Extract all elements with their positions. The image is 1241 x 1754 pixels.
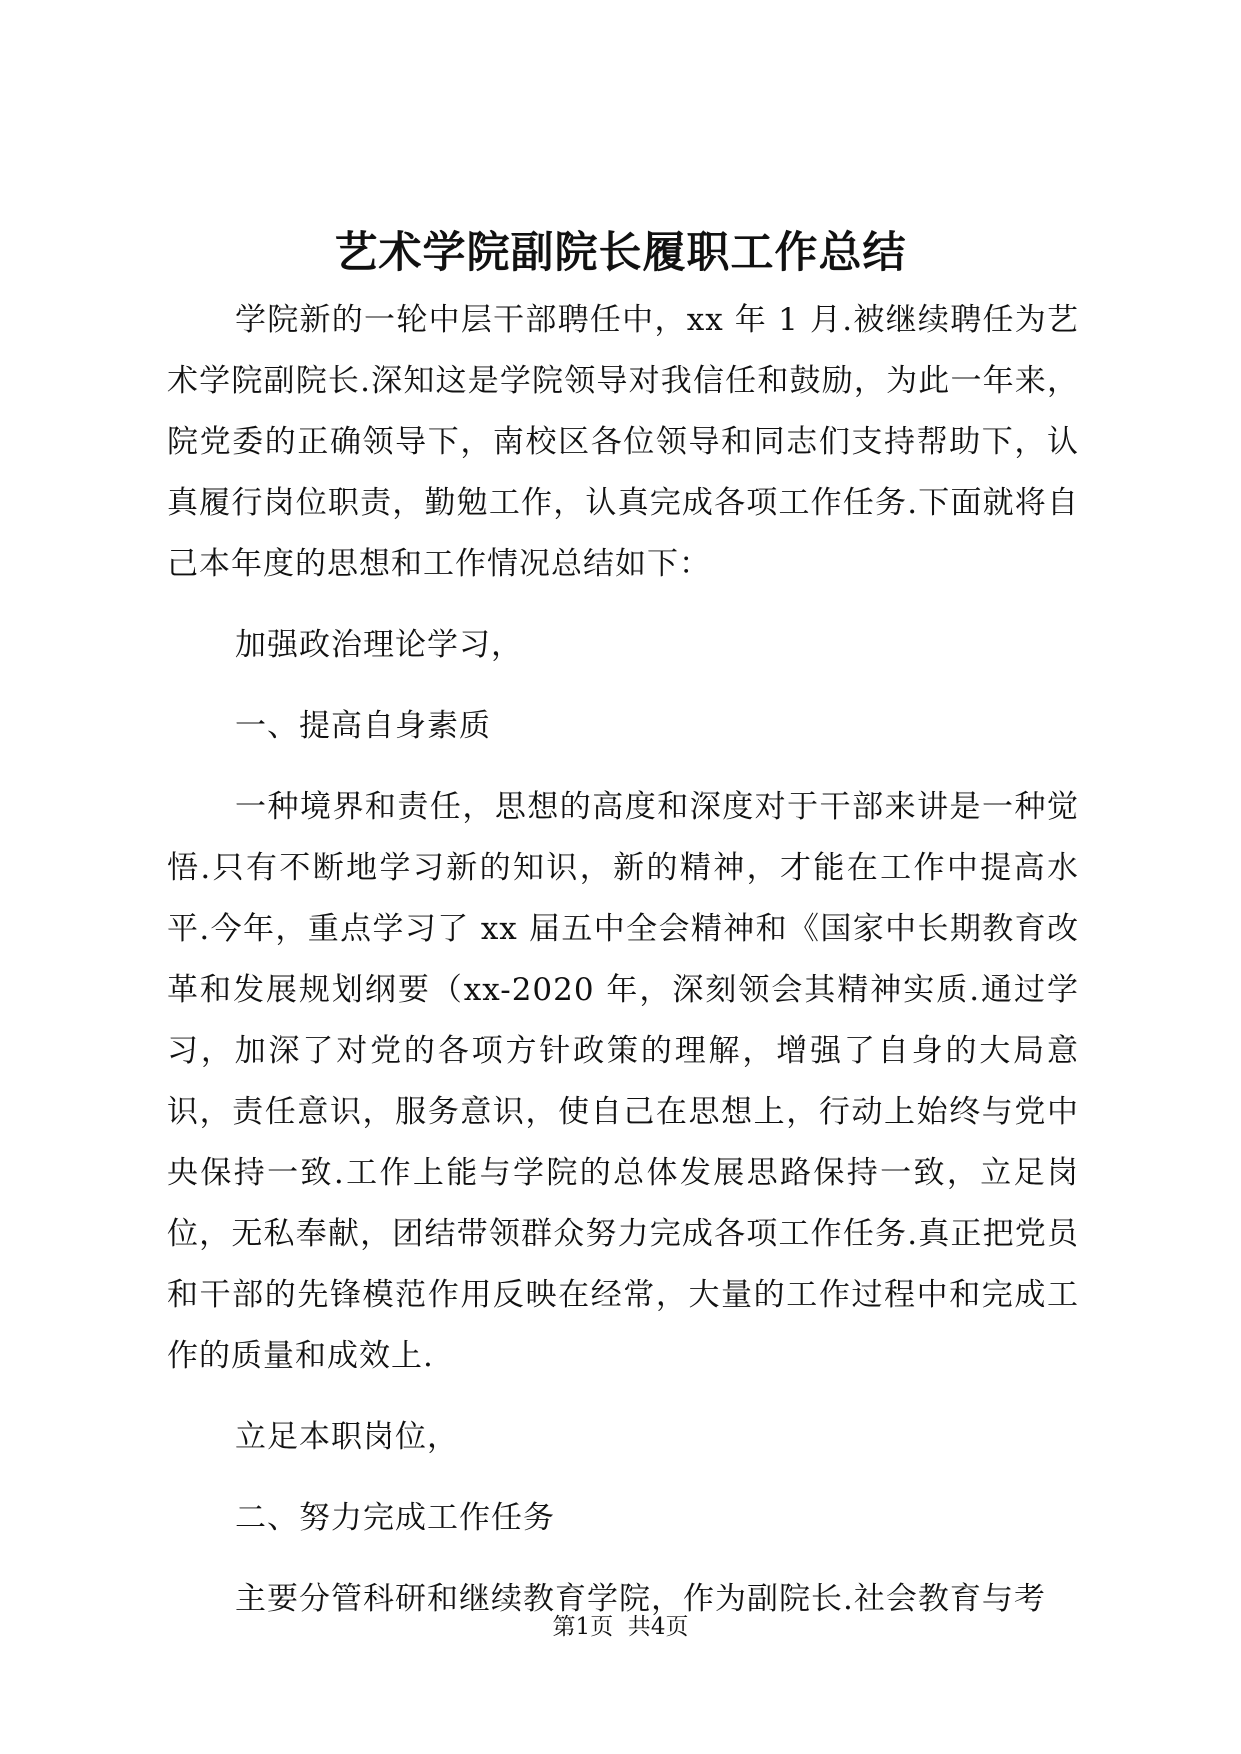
total-pages: 4: [650, 1614, 666, 1640]
section-heading-2: 二、努力完成工作任务: [235, 1500, 555, 1536]
document-title: 艺术学院副院长履职工作总结: [334, 228, 907, 278]
page-label-suffix: 页: [665, 1614, 689, 1640]
paragraph-intro: 学院新的一轮中层干部聘任中，xx 年 1 月.被继续聘任为艺术学院副院长.深知这是学院领导对我信任和鼓励，为此一年来，院党委的正确领导下，南校区各位领导和同志们支持帮助下，认真履行岗位职责，勤勉工作，认真完成各项工作任务.下面就将自己本年度的思想和工作情况总结如下：: [167, 302, 1079, 582]
paragraph-section-1: 一种境界和责任，思想的高度和深度对于干部来讲是一种觉悟.只有不断地学习新的知识，新的精神，才能在工作中提高水平.今年，重点学习了 xx 届五中全会精神和《国家中长期教育改革和发展规划纲要（xx-2020 年，深刻领会其精神实质.通过学习，加深了对党的各项方针政策的理解，增强了自身的大局意识，责任意识，服务意识，使自己在思想上，行动上始终与党中央保持一致.工作上能与学院的总体发展思路保持一致，立足岗位，无私奉献，团结带领群众努力完成各项工作任务.真正把党员和干部的先锋模范作用反映在经常，大量的工作过程中和完成工作的质量和成效上.: [167, 789, 1079, 1374]
paragraph-heading-lead-2: 立足本职岗位，: [235, 1419, 459, 1455]
paragraph-heading-lead-1: 加强政治理论学习，: [235, 627, 523, 663]
page-footer: [0, 1612, 1241, 1642]
paragraph-section-2: 主要分管科研和继续教育学院，作为副院长.社会教育与考: [235, 1581, 1046, 1617]
document-body: [167, 290, 1079, 1630]
page-label-mid: 页 共: [590, 1614, 651, 1640]
page-label-prefix: 第: [552, 1614, 576, 1640]
section-heading-1: 一、提高自身素质: [235, 708, 491, 744]
page-number: 1: [575, 1614, 591, 1640]
